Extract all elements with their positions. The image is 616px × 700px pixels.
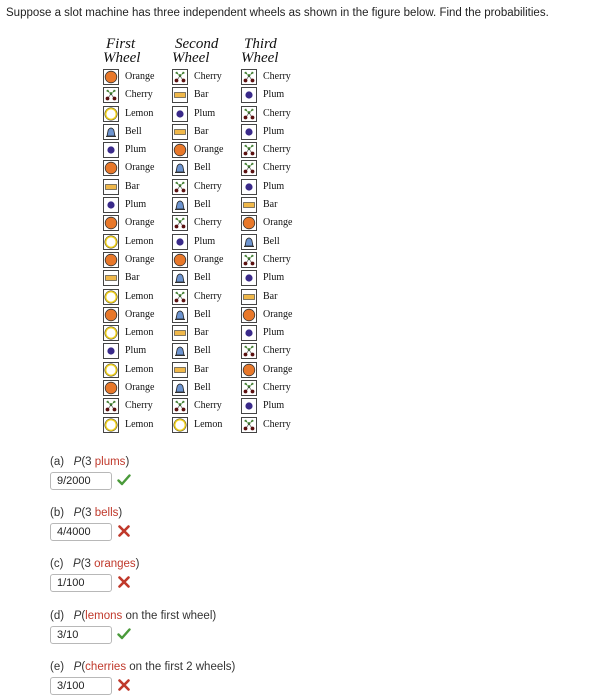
question-b [50, 506, 122, 543]
wheel-symbol-label: Bell [194, 382, 211, 394]
wheel-symbol-label: Lemon [194, 418, 223, 430]
answer-input[interactable]: 3/10 [50, 626, 112, 644]
wheel-1-row [103, 214, 171, 232]
plum-icon [103, 142, 119, 158]
wheel-symbol-label: Orange [125, 382, 155, 394]
second-wheel-list [172, 68, 240, 434]
second-wheel-header [172, 37, 240, 68]
wheel-symbol-label: Orange [194, 253, 224, 265]
wheel-1-row [103, 159, 171, 177]
question-c [50, 557, 140, 594]
wheel-symbol-label: Cherry [263, 382, 291, 394]
wheel-symbol-label: Plum [125, 144, 147, 156]
bar-icon [241, 289, 257, 305]
question-letter: (b) [50, 507, 65, 519]
wheel-symbol-label: Bar [194, 89, 209, 101]
wheel-3-row [241, 251, 309, 269]
cherry-icon [172, 289, 188, 305]
probability-symbol: P [73, 610, 82, 622]
orange-icon [103, 69, 119, 85]
first-wheel-header-line1: First [106, 36, 136, 52]
bell-icon [172, 197, 188, 213]
question-open: ( [81, 661, 86, 673]
wheel-symbol-label: Orange [125, 162, 155, 174]
wheel-symbol-label: Plum [263, 272, 285, 284]
wheel-symbol-label: Plum [263, 180, 285, 192]
answer-row [50, 523, 122, 543]
wheel-2-row [172, 397, 240, 415]
wheel-1-row [103, 196, 171, 214]
question-highlight: bells [94, 507, 119, 519]
question-e [50, 660, 235, 697]
wheel-symbol-label: Bar [194, 327, 209, 339]
question-close: ) [125, 456, 130, 468]
wheel-1-row [103, 233, 171, 251]
wheel-symbol-label: Bell [194, 199, 211, 211]
probability-symbol: P [73, 456, 82, 468]
wheel-1-row [103, 379, 171, 397]
answer-row [50, 677, 235, 697]
wheel-2-row [172, 86, 240, 104]
bar-icon [103, 179, 119, 195]
wheel-1-row [103, 178, 171, 196]
question-letter: (c) [50, 558, 64, 570]
wheel-symbol-label: Plum [263, 125, 285, 137]
wheel-symbol-label: Cherry [125, 89, 153, 101]
cross-icon [117, 678, 131, 692]
wheel-1-row [103, 324, 171, 342]
wheel-2-row [172, 324, 240, 342]
wheel-symbol-label: Cherry [194, 217, 222, 229]
plum-icon [241, 179, 257, 195]
wheel-3-row [241, 342, 309, 360]
question-d [50, 609, 216, 646]
wheel-2-row [172, 233, 240, 251]
wheel-symbol-label: Lemon [125, 418, 154, 430]
question-highlight: cherries [85, 661, 127, 673]
question-highlight: plums [94, 456, 126, 468]
question-letter: (a) [50, 456, 65, 468]
orange-icon [172, 252, 188, 268]
wheel-symbol-label: Orange [125, 253, 155, 265]
lemon-icon [103, 325, 119, 341]
question-text [50, 506, 122, 520]
orange-icon [103, 307, 119, 323]
answer-input[interactable]: 1/100 [50, 574, 112, 592]
wheel-1-row [103, 416, 171, 434]
wheel-1-row [103, 306, 171, 324]
wheel-2-row [172, 306, 240, 324]
answer-row [50, 626, 216, 646]
bell-icon [103, 124, 119, 140]
cherry-icon [241, 252, 257, 268]
bell-icon [172, 270, 188, 286]
wheel-symbol-label: Cherry [263, 345, 291, 357]
wheel-symbol-label: Bar [263, 290, 278, 302]
wheel-2-row [172, 159, 240, 177]
wheel-symbol-label: Bar [125, 180, 140, 192]
wheel-symbol-label: Bar [125, 272, 140, 284]
wheel-symbol-label: Plum [263, 400, 285, 412]
wheel-1-row [103, 86, 171, 104]
wheel-symbol-label: Orange [125, 71, 155, 82]
lemon-icon [103, 417, 119, 433]
question-letter: (d) [50, 610, 65, 622]
cherry-icon [241, 69, 257, 85]
wheel-1-row [103, 288, 171, 306]
wheel-symbol-label: Cherry [263, 144, 291, 156]
cherry-icon [172, 398, 188, 414]
wheel-3-row [241, 269, 309, 287]
question-highlight: oranges [94, 558, 136, 570]
second-wheel-column [172, 36, 240, 430]
wheel-3-row [241, 379, 309, 397]
cherry-icon [241, 380, 257, 396]
bar-icon [172, 325, 188, 341]
plum-icon [103, 343, 119, 359]
wheel-symbol-label: Plum [263, 327, 285, 339]
lemon-icon [103, 362, 119, 378]
question-letter: (e) [50, 661, 65, 673]
cherry-icon [172, 215, 188, 231]
wheel-symbol-label: Plum [194, 235, 216, 247]
checkmark-icon [117, 627, 131, 641]
wheel-3-row [241, 105, 309, 123]
wheel-symbol-label: Orange [263, 363, 293, 375]
wheel-symbol-label: Cherry [194, 180, 222, 192]
wheel-symbol-label: Cherry [194, 290, 222, 302]
question-text [50, 557, 140, 571]
wheel-2-row [172, 288, 240, 306]
orange-icon [103, 160, 119, 176]
wheel-symbol-label: Cherry [263, 253, 291, 265]
wheel-2-row [172, 416, 240, 434]
cherry-icon [241, 106, 257, 122]
wheel-symbol-label: Cherry [263, 162, 291, 174]
wheel-2-row [172, 68, 240, 86]
wheel-1-row [103, 123, 171, 141]
cherry-icon [172, 69, 188, 85]
wheel-symbol-label: Plum [263, 89, 285, 101]
checkmark-icon [117, 473, 131, 487]
wheel-3-row [241, 233, 309, 251]
orange-icon [241, 307, 257, 323]
wheel-3-row [241, 141, 309, 159]
second-wheel-header-line2: Wheel [172, 50, 210, 66]
wheel-1-row [103, 141, 171, 159]
question-open: ( [81, 610, 86, 622]
question-close: ) [118, 507, 123, 519]
wheel-3-row [241, 214, 309, 232]
bar-icon [172, 362, 188, 378]
question-open: (3 [81, 507, 95, 519]
third-wheel-list [241, 68, 309, 434]
wheel-2-row [172, 342, 240, 360]
probability-symbol: P [73, 661, 82, 673]
wheel-symbol-label: Bar [194, 125, 209, 137]
answer-input[interactable]: 9/2000 [50, 472, 112, 490]
question-a [50, 455, 129, 492]
third-wheel-header-line1: Third [244, 36, 277, 52]
wheel-1-row [103, 342, 171, 360]
wheel-symbol-label: Plum [194, 107, 216, 119]
wheel-symbol-label: Bell [194, 162, 211, 174]
bar-icon [241, 197, 257, 213]
first-wheel-header [103, 37, 171, 68]
wheel-3-row [241, 306, 309, 324]
wheel-symbol-label: Bell [194, 308, 211, 320]
cherry-icon [103, 398, 119, 414]
first-wheel-header-line2: Wheel [103, 50, 141, 66]
wheel-1-row [103, 105, 171, 123]
wheel-3-row [241, 86, 309, 104]
plum-icon [241, 325, 257, 341]
wheel-symbol-label: Bell [263, 235, 280, 247]
question-text [50, 609, 216, 623]
wheel-symbol-label: Cherry [263, 71, 291, 82]
answer-input[interactable]: 4/4000 [50, 523, 112, 541]
plum-icon [172, 234, 188, 250]
question-close: ) [135, 558, 140, 570]
bell-icon [172, 380, 188, 396]
wheel-symbol-label: Cherry [194, 71, 222, 82]
wheel-symbol-label: Plum [125, 199, 147, 211]
wheel-2-row [172, 178, 240, 196]
question-highlight: lemons [85, 610, 123, 622]
wheel-symbol-label: Cherry [263, 107, 291, 119]
orange-icon [103, 380, 119, 396]
wheel-3-row [241, 288, 309, 306]
wheel-3-row [241, 159, 309, 177]
lemon-icon [103, 106, 119, 122]
wheel-2-row [172, 269, 240, 287]
wheel-3-row [241, 68, 309, 86]
cherry-icon [172, 179, 188, 195]
probability-symbol: P [73, 507, 82, 519]
question-text [50, 660, 235, 674]
wheel-2-row [172, 361, 240, 379]
wheel-2-row [172, 141, 240, 159]
third-wheel-header [241, 37, 309, 68]
wheel-1-row [103, 397, 171, 415]
plum-icon [241, 124, 257, 140]
wheel-symbol-label: Bell [194, 272, 211, 284]
question-open: (3 [80, 558, 95, 570]
bar-icon [103, 270, 119, 286]
plum-icon [172, 106, 188, 122]
wheel-symbol-label: Orange [263, 308, 293, 320]
wheel-3-row [241, 178, 309, 196]
wheel-1-row [103, 68, 171, 86]
wheel-symbol-label: Cherry [263, 418, 291, 430]
wheel-3-row [241, 196, 309, 214]
wheel-3-row [241, 397, 309, 415]
orange-icon [241, 362, 257, 378]
question-close: on the first 2 wheels) [126, 661, 236, 673]
answer-row [50, 574, 140, 594]
answer-input[interactable]: 3/100 [50, 677, 112, 695]
wheel-symbol-label: Lemon [125, 363, 154, 375]
wheel-symbol-label: Plum [125, 345, 147, 357]
bar-icon [172, 124, 188, 140]
third-wheel-header-line2: Wheel [241, 50, 279, 66]
wheel-symbol-label: Bar [194, 363, 209, 375]
wheel-symbol-label: Orange [194, 144, 224, 156]
wheel-3-row [241, 416, 309, 434]
bar-icon [172, 87, 188, 103]
wheel-1-row [103, 361, 171, 379]
cross-icon [117, 575, 131, 589]
wheel-symbol-label: Cherry [194, 400, 222, 412]
wheel-2-row [172, 123, 240, 141]
cherry-icon [241, 160, 257, 176]
cherry-icon [103, 87, 119, 103]
bell-icon [172, 160, 188, 176]
wheel-symbol-label: Lemon [125, 290, 154, 302]
wheel-2-row [172, 214, 240, 232]
bell-icon [172, 343, 188, 359]
first-wheel-column [103, 36, 171, 430]
wheel-1-row [103, 251, 171, 269]
question-open: (3 [81, 456, 95, 468]
wheel-symbol-label: Lemon [125, 235, 154, 247]
third-wheel-column [241, 36, 309, 430]
plum-icon [241, 398, 257, 414]
cherry-icon [241, 417, 257, 433]
wheel-2-row [172, 105, 240, 123]
cross-icon [117, 524, 131, 538]
wheel-2-row [172, 379, 240, 397]
probability-symbol: P [73, 558, 81, 570]
wheel-3-row [241, 324, 309, 342]
problem-statement: Suppose a slot machine has three independent wheels as shown in the figure below. Find the probabilities. [6, 7, 549, 19]
question-text [50, 455, 129, 469]
wheel-symbol-label: Orange [125, 217, 155, 229]
second-wheel-header-line1: Second [175, 36, 219, 52]
orange-icon [241, 215, 257, 231]
bell-icon [172, 307, 188, 323]
lemon-icon [103, 234, 119, 250]
bell-icon [241, 234, 257, 250]
lemon-icon [103, 289, 119, 305]
cherry-icon [241, 343, 257, 359]
wheel-symbol-label: Bell [125, 125, 142, 137]
orange-icon [103, 215, 119, 231]
wheel-symbol-label: Orange [125, 308, 155, 320]
wheel-1-row [103, 269, 171, 287]
orange-icon [103, 252, 119, 268]
plum-icon [241, 270, 257, 286]
wheel-symbol-label: Lemon [125, 327, 154, 339]
wheel-3-row [241, 361, 309, 379]
wheel-symbol-label: Orange [263, 217, 293, 229]
wheel-symbol-label: Bar [263, 199, 278, 211]
lemon-icon [172, 417, 188, 433]
plum-icon [241, 87, 257, 103]
cherry-icon [241, 142, 257, 158]
wheel-3-row [241, 123, 309, 141]
answer-row [50, 472, 129, 492]
first-wheel-list [103, 68, 171, 434]
wheel-symbol-label: Bell [194, 345, 211, 357]
plum-icon [103, 197, 119, 213]
wheel-2-row [172, 251, 240, 269]
wheel-symbol-label: Cherry [125, 400, 153, 412]
question-close: on the first wheel) [122, 610, 217, 622]
orange-icon [172, 142, 188, 158]
wheel-2-row [172, 196, 240, 214]
wheel-symbol-label: Lemon [125, 107, 154, 119]
